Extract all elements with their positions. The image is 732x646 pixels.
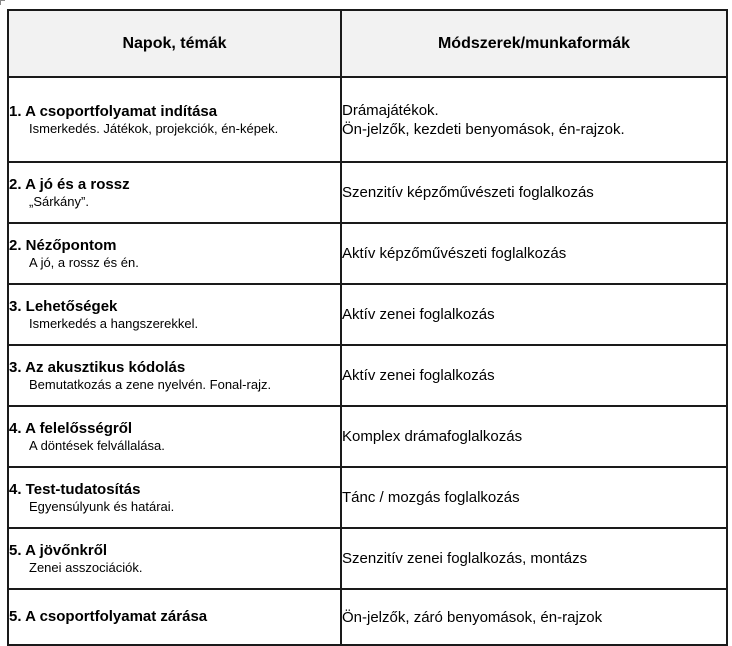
table-row [8,467,727,528]
topic-cell [8,284,341,345]
topic-cell [8,77,341,162]
header-days-topics: Napok, témák [8,10,341,77]
method-cell [341,467,727,528]
topic-subtitle: Ismerkedés. Játékok, projekciók, én-képek. [29,120,279,136]
method-cell [341,223,727,284]
topic-title: 3. Lehetőségek [9,297,118,315]
method-line: Aktív zenei foglalkozás [342,367,495,384]
table-row [8,162,727,223]
header-methods: Módszerek/munkaformák [341,10,727,77]
topic-cell [8,589,341,645]
table-row [8,345,727,406]
method-line: Szenzitív képzőművészeti foglalkozás [342,184,594,201]
method-line: Tánc / mozgás foglalkozás [342,489,520,506]
topic-title: 2. A jó és a rossz [9,175,130,193]
topic-cell [8,223,341,284]
topic-title: 1. A csoportfolyamat indítása [9,102,218,120]
method-cell [341,284,727,345]
topic-subtitle: Egyensúlyunk és határai. [29,498,175,514]
topic-title: 2. Nézőpontom [9,236,117,254]
topic-subtitle: A döntések felvállalása. [29,437,165,453]
table-row [8,406,727,467]
topic-title: 5. A csoportfolyamat zárása [9,608,208,625]
topic-cell [8,406,341,467]
method-cell [341,77,727,162]
topic-title: 4. A felelősségről [9,419,133,437]
header-row [8,10,727,77]
method-cell [341,528,727,589]
topic-cell [8,528,341,589]
method-line: Szenzitív zenei foglalkozás, montázs [342,550,588,567]
table-row [8,528,727,589]
method-line: Ön-jelzők, kezdeti benyomások, én-rajzok. [342,120,625,138]
table-row [8,589,727,645]
topic-subtitle: A jó, a rossz és én. [29,254,139,270]
topic-subtitle: „Sárkány”. [29,193,89,209]
table-row [8,77,727,162]
topic-cell [8,345,341,406]
topic-subtitle: Ismerkedés a hangszerekkel. [29,315,199,331]
topic-title: 5. A jövőnkről [9,541,108,559]
program-table [7,9,728,646]
method-cell [341,589,727,645]
method-cell [341,162,727,223]
topic-cell [8,467,341,528]
table-row [8,223,727,284]
method-cell [341,345,727,406]
corner-crop-mark [0,0,5,5]
method-cell [341,406,727,467]
method-line: Aktív képzőművészeti foglalkozás [342,245,567,262]
method-line: Ön-jelzők, záró benyomások, én-rajzok [342,608,603,626]
topic-subtitle: Zenei asszociációk. [29,559,143,575]
topic-cell [8,162,341,223]
topic-title: 4. Test-tudatosítás [9,480,141,498]
method-line: Drámajátékok. [342,101,439,119]
topic-subtitle: Bemutatkozás a zene nyelvén. Fonal-rajz. [29,376,272,392]
method-line: Komplex drámafoglalkozás [342,428,523,445]
topic-title: 3. Az akusztikus kódolás [9,358,186,376]
method-line: Aktív zenei foglalkozás [342,306,495,323]
table-row [8,284,727,345]
